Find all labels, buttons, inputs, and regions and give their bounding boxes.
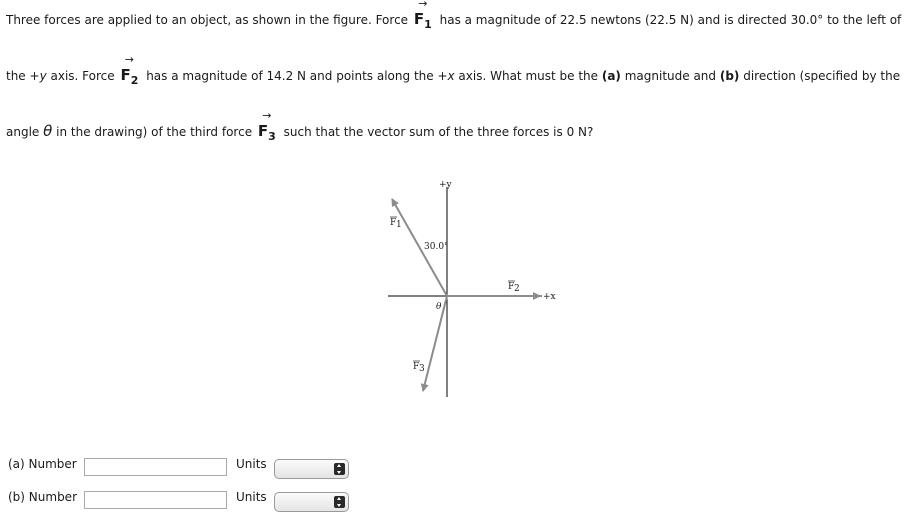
f3-label-sub: 3 bbox=[419, 364, 425, 374]
part-b-marker: (b) bbox=[719, 69, 740, 83]
f1-label: F bbox=[390, 218, 397, 228]
f3-label: F bbox=[413, 362, 420, 372]
question-text: angle bbox=[6, 125, 40, 139]
question-line-1 bbox=[6, 0, 902, 31]
question-text: the + bbox=[6, 69, 40, 83]
answer-a-label: (a) Number bbox=[8, 457, 77, 471]
question-text: such that the vector sum of the three forces is 0 N? bbox=[283, 125, 594, 139]
force-diagram bbox=[380, 175, 580, 405]
force-symbol: F bbox=[413, 10, 425, 28]
force-subscript: 2 bbox=[130, 74, 139, 87]
force-f1-symbol bbox=[413, 0, 432, 31]
force-f3-vector bbox=[423, 296, 447, 391]
answer-a-number-input[interactable] bbox=[84, 458, 227, 476]
y-axis-symbol: y bbox=[39, 69, 47, 83]
plus-y-label: +y bbox=[439, 180, 452, 190]
force-symbol: F bbox=[257, 122, 269, 140]
vector-arrow-icon: → bbox=[418, 0, 428, 10]
select-arrows-icon bbox=[334, 496, 345, 508]
f2-label: F bbox=[508, 282, 515, 292]
question-line-2 bbox=[6, 53, 901, 87]
answer-a-units-select[interactable] bbox=[274, 459, 349, 479]
answer-a-units-label: Units bbox=[236, 457, 267, 471]
f2-label-sub: 2 bbox=[514, 284, 520, 294]
x-axis-symbol: x bbox=[447, 69, 455, 83]
theta-symbol: θ bbox=[43, 122, 53, 140]
question-text: magnitude and bbox=[620, 69, 720, 83]
force-f2-symbol bbox=[120, 53, 139, 87]
angle-label: 30.0° bbox=[424, 242, 449, 252]
question-text: has a magnitude of 14.2 N and points along the + bbox=[146, 69, 448, 83]
question-line-3 bbox=[6, 109, 594, 143]
select-arrows-icon bbox=[334, 463, 345, 475]
answer-b-label: (b) Number bbox=[8, 490, 77, 504]
question-text: axis. What must be the bbox=[454, 69, 602, 83]
force-f3-symbol bbox=[257, 109, 276, 143]
force-subscript: 3 bbox=[268, 130, 276, 143]
vector-arrow-icon: → bbox=[124, 53, 135, 66]
question-text: has a magnitude of 22.5 newtons (22.5 N) and is directed 30.0° to the left of bbox=[439, 13, 902, 27]
part-a-marker: (a) bbox=[601, 69, 621, 83]
question-text: Three forces are applied to an object, as shown in the figure. Force bbox=[6, 13, 409, 27]
force-diagram-svg bbox=[380, 175, 580, 405]
force-subscript: 1 bbox=[424, 18, 432, 31]
theta-label: θ bbox=[436, 302, 442, 312]
answer-b-units-select[interactable] bbox=[274, 492, 349, 512]
plus-x-label: +x bbox=[543, 292, 556, 302]
question-text: direction (specified by the bbox=[739, 69, 901, 83]
question-text: axis. Force bbox=[46, 69, 115, 83]
question-text: in the drawing) of the third force bbox=[56, 125, 253, 139]
answer-b-units-label: Units bbox=[236, 490, 267, 504]
f1-label-sub: 1 bbox=[396, 220, 402, 230]
answer-b-number-input[interactable] bbox=[84, 491, 227, 509]
force-symbol: F bbox=[120, 66, 131, 84]
vector-arrow-icon: → bbox=[262, 109, 272, 122]
